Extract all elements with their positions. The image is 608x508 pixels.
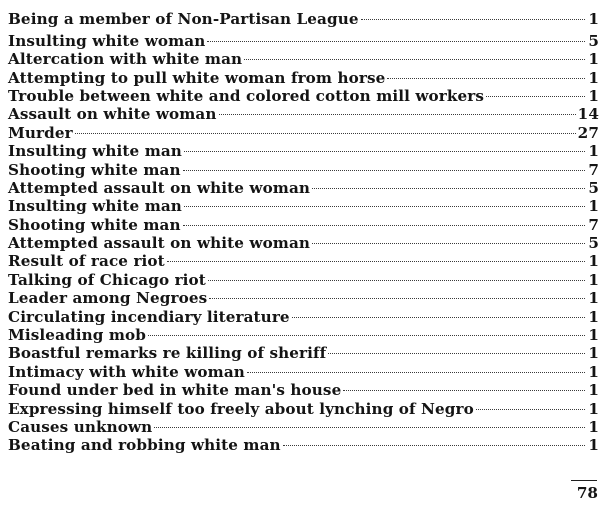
dot-leader [343,377,585,395]
dot-leader [209,285,585,303]
count-value: 1 [588,50,599,69]
dot-leader [148,322,585,340]
dot-leader [184,138,585,156]
cause-label: Circulating incendiary literature [8,307,290,326]
cause-label: Boastful remarks re killing of sheriff [8,344,327,363]
cause-label: Assault on white woman [8,105,217,124]
cause-label: Causes unknown [8,417,153,436]
count-value: 1 [588,252,599,271]
cause-label: Shooting white man [8,215,181,234]
total-value: 78 [576,484,598,502]
count-value: 1 [588,197,599,216]
cause-label: Intimacy with white woman [8,362,245,381]
cause-label: Insulting white woman [8,31,206,50]
dot-leader [312,175,585,193]
cause-label: Attempted assault on white woman [8,234,311,253]
cause-label: Insulting white man [8,197,182,216]
count-value: 1 [588,68,599,87]
dot-leader [183,156,585,174]
dot-leader [207,27,585,45]
cause-label: Result of race riot [8,252,165,271]
dot-leader [244,46,585,64]
count-value: 14 [577,105,599,124]
dot-leader [476,395,585,413]
count-value: 1 [588,362,599,381]
cause-label: Talking of Chicago riot [8,270,206,289]
count-value: 1 [588,142,599,161]
dot-leader [312,230,585,248]
table-row [8,6,599,29]
count-value: 1 [588,436,599,455]
count-value: 1 [588,289,599,308]
count-value: 5 [588,31,599,50]
table-row [8,119,599,142]
dot-leader [154,414,585,432]
count-value: 1 [588,417,599,436]
dot-leader [283,432,585,450]
cause-label: Beating and robbing white man [8,436,281,455]
dot-leader [361,6,585,24]
count-value: 1 [588,86,599,105]
cause-label: Found under bed in white man's house [8,381,342,400]
dot-leader [183,211,585,229]
dot-leader [167,248,585,266]
count-value: 1 [588,381,599,400]
dot-leader [387,64,585,82]
cause-label: Insulting white man [8,142,182,161]
dot-leader [328,340,585,358]
dot-leader [75,119,576,137]
count-value: 1 [588,344,599,363]
cause-label: Misleading mob [8,326,146,345]
cause-label: Trouble between white and colored cotton mill workers [8,86,484,105]
cause-label: Leader among Negroes [8,289,208,308]
cause-label: Murder [8,123,73,142]
count-value: 1 [588,270,599,289]
cause-label: Attempting to pull white woman from horse [8,68,386,87]
table-row [8,27,599,50]
count-value: 7 [588,160,599,179]
count-value: 27 [577,123,599,142]
table-row [8,138,599,161]
cause-label: Being a member of Non-Partisan League [8,10,359,29]
cause-label: Shooting white man [8,160,181,179]
dot-leader [486,83,585,101]
count-value: 1 [588,307,599,326]
cause-label: Attempted assault on white woman [8,178,311,197]
count-value: 1 [588,326,599,345]
count-value: 5 [588,178,599,197]
dot-leader [292,303,585,321]
total-rule [571,480,597,481]
count-value: 1 [588,399,599,418]
count-value: 5 [588,234,599,253]
count-value: 1 [588,10,599,29]
dot-leader [184,193,585,211]
count-value: 7 [588,215,599,234]
cause-label: Expressing himself too freely about lynching of Negro [8,399,474,418]
cause-label: Altercation with white man [8,50,243,69]
dot-leader [208,266,585,284]
causes-table [8,6,599,455]
dot-leader [219,101,576,119]
dot-leader [247,358,585,376]
